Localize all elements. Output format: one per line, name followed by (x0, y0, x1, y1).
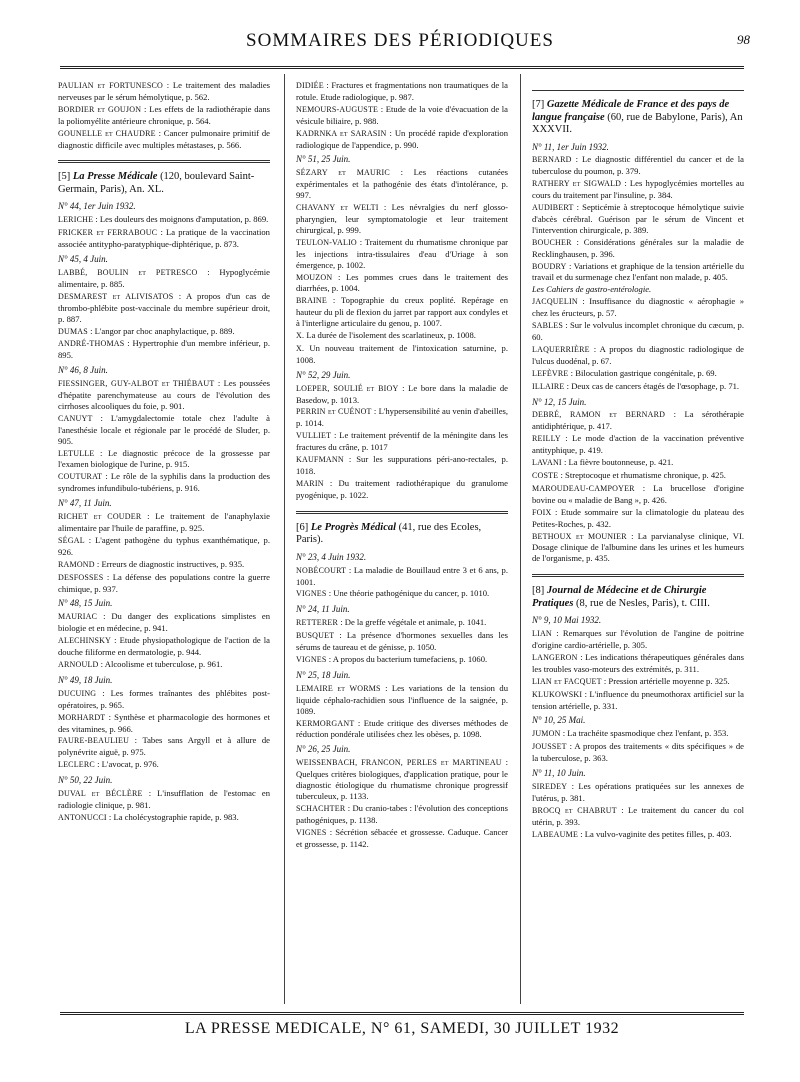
issue-heading: N° 9, 10 Mai 1932. (532, 615, 602, 626)
article-text: : Les formes traînantes des phlébites post-opératoires, p. 965. (58, 687, 270, 710)
article-text: : Sur les suppurations péri-ano-rectales, p. 1018. (296, 454, 508, 476)
article-author: CHAVANY et WELTI (296, 203, 379, 213)
article-entry (58, 535, 270, 558)
article-author: MARIN (296, 478, 324, 488)
journal-heading (532, 99, 744, 137)
article-text: : Pression artérielle moyenne p. 325. (603, 675, 730, 686)
article-entry (58, 413, 270, 447)
article-text: : La parvianalyse clinique, VI. Dosage clinique de l'albumine dans les urines et les humeurs de l'organisme, p. 435. (532, 530, 744, 564)
article-text: : Sur le volvulus incomplet chronique du cæcum, p. 60. (532, 320, 744, 342)
article-author: BORDIER et GOUJON (58, 104, 142, 114)
article-entry (58, 227, 270, 250)
article-entry (532, 531, 744, 565)
page-header (60, 26, 750, 60)
journal-address: (60, rue de Babylone, Paris), An XXXVII. (532, 111, 743, 135)
article-author: MAROUDEAU-CAMPOYER (532, 483, 635, 493)
article-entry (296, 588, 508, 600)
article-author: SABLES (532, 321, 563, 331)
article-author: JACQUELIN (532, 297, 578, 307)
article-entry (58, 688, 270, 711)
article-text: : La cholécystographie rapide, p. 983. (108, 811, 239, 822)
journal-number: [6] (296, 521, 309, 533)
article-text: : Les douleurs des moignons d'amputation, p. 869. (95, 214, 269, 225)
article-author: RATHERY et SIGWALD (532, 179, 622, 189)
article-entry (296, 237, 508, 271)
article-text: : Les pommes crues dans le traitement des diarrhées, p. 1004. (296, 271, 508, 294)
article-text: : Fractures et fragmentations non traumatiques de la rotule. Etude radiologique, p. 987. (296, 80, 508, 102)
article-author: AUDIBERT (532, 203, 574, 213)
article-text: : Les névralgies du nerf glosso-pharyngien, leur symptomatologie et leur traitement chirurgical, p. 999. (296, 202, 508, 235)
article-entry (296, 104, 508, 127)
column-left (58, 80, 270, 1000)
article-text: : Streptocoque et rhumatisme chronique, p. 425. (560, 469, 726, 480)
article-author: ANTONUCCI (58, 812, 107, 822)
article-author: FAURE-BEAULIEU (58, 736, 130, 746)
article-entry (58, 712, 270, 735)
article-author: MORHARDT (58, 712, 106, 722)
article-entry (532, 237, 744, 260)
article-entry (58, 611, 270, 634)
article-entry (58, 326, 270, 338)
issue-heading: N° 45, 4 Juin. (58, 254, 108, 265)
article-author: NEMOURS-AUGUSTE (296, 104, 379, 114)
article-author: SCHACHTER (296, 803, 346, 813)
article-text: : La pratique de la vaccination associée antitypho-paratyphique-diphtérique, p. 873. (58, 227, 270, 250)
article-entry (296, 803, 508, 826)
issue-heading: N° 24, 11 Juin. (296, 604, 350, 615)
article-text: : Topographie du creux poplité. Repérage en hauteur du pli de flexion du jarret par rapport aux condyles et à l'interligne articulaire du genou, p. 1007. (296, 295, 508, 329)
article-text: : La présence d'hormones sexuelles dans les sérums de taureau et de génisse, p. 1050. (296, 630, 508, 653)
subsection-heading: Les Cahiers de gastro-entérologie. (532, 284, 652, 295)
article-text: La durée de l'isolement des scarlatineux, p. 1008. (306, 330, 476, 341)
article-text: : A propos du bacterium tumefaciens, p. 1060. (328, 653, 488, 664)
article-text: : La défense des populations contre la guerre chimique, p. 937. (58, 571, 270, 594)
article-entry (296, 80, 508, 103)
article-text: : La fièvre boutonneuse, p. 421. (563, 457, 674, 468)
article-text: : Deux cas de cancers étagés de l'œsophage, p. 71. (566, 380, 740, 391)
article-author: RETTERER (296, 618, 339, 628)
article-entry (58, 267, 270, 290)
article-author: COUTURAT (58, 472, 103, 482)
article-author: ARNOULD (58, 659, 99, 669)
article-text: : Les opérations pratiquées sur les annexes de l'utérus, p. 381. (532, 781, 744, 803)
page-number: 98 (737, 32, 750, 47)
article-text: : Un procédé rapide d'exploration radiologique de l'appendice, p. 990. (296, 127, 508, 150)
article-entry (532, 483, 744, 506)
article-text: : La brucellose d'origine bovine ou « maladie de Bang », p. 426. (532, 482, 744, 505)
article-entry (296, 330, 508, 342)
article-entry (532, 689, 744, 712)
article-author: BRAINE (296, 296, 327, 306)
article-entry (532, 178, 744, 201)
issue-heading: N° 25, 18 Juin. (296, 669, 351, 680)
article-author: BOUCHER (532, 237, 572, 247)
footer-rule (60, 1012, 744, 1015)
article-author: LANGERON (532, 652, 578, 662)
article-entry (296, 630, 508, 653)
article-author: LEMAIRE et WORMS (296, 683, 381, 693)
article-author: KERMORGANT (296, 718, 355, 728)
issue-heading: N° 23, 4 Juin 1932. (296, 551, 367, 562)
section-rule (532, 574, 744, 577)
article-text: : Le diagnostic précoce de la grossesse par l'examen biologique de l'urine, p. 915. (58, 447, 270, 470)
article-entry (58, 635, 270, 658)
article-text: : Variations et graphique de la tension artérielle du travail et du surmenage chez l'enfant non malade, p. 405. (532, 260, 744, 283)
column-right (532, 80, 744, 1000)
issue-heading: N° 48, 15 Juin. (58, 598, 113, 609)
article-text: Un nouveau traitement de l'intoxication saturnine, p. 1008. (296, 342, 508, 365)
article-entry (58, 759, 270, 771)
article-author: LECLERC (58, 760, 95, 770)
article-text: : Alcoolisme et tuberculose, p. 961. (100, 658, 223, 669)
article-entry (296, 406, 508, 429)
article-author: DUMAS (58, 326, 88, 336)
article-entry (296, 202, 508, 236)
article-text: : Les poussées d'hépatite parenchymateuse au cours de l'évolution des cirrhoses alcooliques du foie, p. 901. (58, 378, 270, 411)
article-entry (58, 128, 270, 151)
article-author: BUSQUET (296, 631, 335, 641)
article-entry (296, 295, 508, 329)
article-text: : Hypertrophie d'un membre inférieur, p. 895. (58, 338, 270, 361)
article-entry (532, 628, 744, 651)
issue-heading: N° 51, 25 Juin. (296, 154, 351, 165)
article-author: LABEAUME (532, 829, 579, 839)
issue-heading: N° 44, 1er Juin 1932. (58, 201, 136, 212)
issue-heading: N° 11, 1er Juin 1932. (532, 141, 609, 152)
article-entry (532, 507, 744, 530)
article-text: : Etude physiopathologique de l'action de la douche filiforme en dermatologie, p. 944. (58, 635, 270, 658)
section-rule (58, 160, 270, 163)
article-text: : Les hypoglycémies mortelles au cours du traitement par l'insuline, p. 384. (532, 178, 744, 201)
article-text: : A propos des traitements « dits spécifiques » de la tuberculose, p. 363. (532, 741, 744, 764)
article-entry (532, 344, 744, 367)
article-text: : Traitement du rhumatisme chronique par les injections intra-tissulaires d'eau d'Uriage à son émergence, p. 1002. (296, 236, 508, 270)
article-entry (532, 320, 744, 343)
article-text: : Remarques sur l'évolution de l'angine de poitrine d'origine cardio-artérielle, p. 305. (532, 628, 744, 651)
article-author: KADRNKA et SARASIN (296, 128, 387, 138)
article-author: DUCUING (58, 688, 97, 698)
column-divider (520, 74, 521, 1004)
article-entry (532, 470, 744, 482)
article-text: : L'agent pathogène du typhus exanthématique, p. 926. (58, 534, 270, 557)
article-author: SIREDEY (532, 782, 568, 791)
article-author: DEBRÉ, RAMON et BERNARD (532, 410, 666, 420)
article-entry (296, 617, 508, 629)
article-text: : Erreurs de diagnostic instructives, p. 935. (96, 558, 245, 569)
article-entry (296, 430, 508, 453)
article-text: : L'amygdalectomie totale chez l'adulte à l'anesthésie locale et régionale par le procédé de Sluder, p. 905. (58, 412, 270, 446)
article-author: DIDIÉE (296, 81, 324, 90)
journal-address: (41, rue des Ecoles, Paris). (296, 521, 482, 546)
article-entry (532, 457, 744, 469)
article-text: : Etude critique des diverses méthodes de réduction pondérale utilisées chez les obèses, p. 1098. (296, 717, 508, 740)
issue-heading: N° 12, 15 Juin. (532, 396, 587, 407)
issue-heading: N° 47, 11 Juin. (58, 498, 112, 509)
section-rule (532, 90, 744, 91)
article-text: : Etude sommaire sur la climatologie du plateau des Petites-Roches, p. 432. (532, 506, 744, 529)
column-middle (296, 80, 508, 1000)
article-entry (532, 296, 744, 319)
article-text: : Synthèse et pharmacologie des hormones et des vitamines, p. 966. (58, 711, 270, 734)
article-author: SÉGAL (58, 535, 85, 545)
article-author: RICHET et COUDER (58, 512, 142, 522)
issue-heading: N° 50, 22 Juin. (58, 775, 113, 786)
article-text: : De la greffe végétale et animale, p. 1041. (340, 617, 487, 628)
article-author: VIGNES (296, 589, 327, 599)
article-entry (296, 454, 508, 477)
article-author: CANUYT (58, 413, 93, 423)
issue-heading: N° 11, 10 Juin. (532, 768, 586, 779)
article-author: LABBÉ, BOULIN et PETRESCO (58, 267, 198, 277)
article-author: BROCQ et CHABRUT (532, 805, 617, 815)
article-entry (532, 409, 744, 432)
article-entry (296, 383, 508, 406)
article-entry (58, 659, 270, 671)
article-text: : La vulvo-vaginite des petites filles, p. 403. (580, 828, 732, 839)
journal-heading (532, 585, 744, 610)
article-author: LAQUERRIÈRE (532, 344, 590, 354)
article-author: FRICKER et FERRABOUC (58, 228, 158, 238)
article-author: SÉZARY et MAURIC (296, 168, 390, 178)
article-author: VIGNES (296, 827, 327, 837)
article-text: : Le rôle de la syphilis dans la production des syndromes infundibulo-tubériens, p. 916. (58, 471, 270, 494)
article-text: : La maladie de Bouillaud entre 3 et 6 ans, p. 1001. (296, 564, 508, 587)
article-entry (58, 214, 270, 226)
article-entry (296, 565, 508, 588)
journal-address: (8, rue de Nesles, Paris), t. CIII. (576, 597, 710, 609)
article-author: LAVANI (532, 458, 562, 468)
article-author: X. (296, 343, 305, 353)
article-author: GOUNELLE et CHAUDRE (58, 128, 156, 138)
journal-address: (120, boulevard Saint-Germain, Paris), An. XL. (58, 171, 255, 195)
issue-heading: N° 10, 25 Mai. (532, 715, 586, 726)
article-author: DUVAL et BÉCLÈRE (58, 789, 143, 799)
section-rule (296, 511, 508, 514)
article-author: PAULIAN et FORTUNESCO (58, 81, 164, 90)
journal-number: [5] (58, 171, 71, 183)
article-author: X. (296, 331, 305, 341)
article-author: DESFOSSES (58, 572, 104, 582)
journal-number: [8] (532, 585, 545, 597)
article-entry (296, 827, 508, 850)
article-entry (532, 368, 744, 380)
article-text: : Tabes sans Argyll et à allure de polynévrite aiguë, p. 975. (58, 735, 270, 758)
article-entry (296, 167, 508, 201)
article-entry (58, 80, 270, 103)
article-text: : Considérations générales sur la maladie de Recklinghausen, p. 396. (532, 236, 744, 259)
page-footer: LA PRESSE MEDICALE, N° 61, SAMEDI, 30 JUILLET 1932 (184, 1020, 620, 1037)
article-entry (296, 478, 508, 501)
article-entry (296, 718, 508, 741)
article-text: : Hypoglycémie alimentaire, p. 885. (58, 266, 270, 289)
article-author: LOEPER, SOULIÉ et BIOY (296, 383, 399, 393)
article-text: : Les effets de la radiothérapie dans la poliomyélite antérieure chronique, p. 564. (58, 103, 270, 126)
article-entry (532, 381, 744, 393)
article-text: : Le bore dans la maladie de Basedow, p. 1013. (296, 382, 508, 405)
article-author: KLUKOWSKI (532, 689, 583, 699)
article-text: : L'insufflation de l'estomac en radiologie clinique, p. 981. (58, 788, 270, 810)
article-author: LETULLE (58, 448, 95, 458)
article-entry (58, 338, 270, 361)
article-text: : Le traitement du cancer du col utérin, p. 393. (532, 804, 744, 827)
article-entry (296, 654, 508, 666)
article-entry (532, 741, 744, 764)
article-text: : Le mode d'action de la vaccination préventive antityphique, p. 419. (532, 433, 744, 456)
article-entry (296, 683, 508, 717)
article-author: JOUSSET (532, 742, 567, 752)
article-text: : Le traitement préventif de la méningite dans les fractures du crâne, p. 1017 (296, 430, 508, 453)
article-entry (296, 757, 508, 802)
journal-title: Gazette Médicale de France et des pays de langue française (532, 99, 730, 123)
article-entry (532, 805, 744, 828)
article-text: : Biloculation gastrique congénitale, p. 69. (570, 367, 717, 378)
article-author: REILLY (532, 434, 561, 444)
article-entry (58, 788, 270, 811)
article-author: BOUDRY (532, 261, 567, 271)
article-author: ILLAIRE (532, 381, 565, 391)
article-text: : Le diagnostic différentiel du cancer et de la tuberculose du poumon, p. 379. (532, 154, 744, 177)
column-divider (284, 74, 285, 1004)
article-entry (532, 154, 744, 177)
article-text: : L'hypersensibilité au venin d'abeilles, p. 1014. (296, 406, 508, 429)
article-author: VIGNES (296, 654, 327, 664)
issue-heading: N° 46, 8 Juin. (58, 365, 108, 376)
journal-heading (296, 522, 508, 547)
article-entry (58, 104, 270, 127)
article-author: WEISSENBACH, FRANCON, PERLES et MARTINEAU (296, 758, 502, 768)
journal-heading (58, 171, 270, 196)
article-text: : Du cranio-tabes : l'évolution des conceptions pathogéniques, p. 1138. (296, 802, 508, 825)
article-text: : Les variations de la tension du liquide céphalo-rachidien sous l'influence de la saignée, p. 1089. (296, 682, 508, 716)
article-entry (58, 378, 270, 412)
article-text: : Insuffisance du diagnostic « aérophagie » chez les éructeurs, p. 57. (532, 296, 744, 319)
header-rule (60, 66, 744, 69)
issue-heading: N° 49, 18 Juin. (58, 674, 113, 685)
article-author: FIESSINGER, GUY-ALBOT et THIÉBAUT (58, 379, 215, 389)
article-text: : Une théorie pathogénique du cancer, p. 1010. (328, 588, 490, 599)
article-author: LERICHE (58, 215, 94, 225)
article-text: : Le traitement de l'anaphylaxie alimentaire par l'huile de paraffine, p. 925. (58, 511, 270, 533)
article-text: : Les indications thérapeutiques générales dans les troubles vaso-moteurs des extrémités, p. 311. (532, 651, 744, 674)
article-entry (58, 812, 270, 824)
article-author: TEULON-VALIO (296, 237, 357, 247)
article-author: RAMOND (58, 559, 95, 569)
issue-heading: N° 26, 25 Juin. (296, 744, 351, 755)
article-entry (296, 272, 508, 295)
article-author: COSTE (532, 470, 559, 480)
article-author: MOUZON (296, 272, 333, 282)
article-text: : Les réactions cutanées expérimentales et la pathogénie des états d'intolérance, p. 997. (296, 167, 508, 201)
article-entry (532, 728, 744, 740)
article-text: : Du traitement radiothérapique du granulome pyogénique, p. 1022. (296, 477, 508, 500)
article-text: : Etude de la voie d'évacuation de la vésicule biliaire, p. 988. (296, 103, 508, 126)
article-text: : A propos du diagnostic radiologique de l'ulcus duodénal, p. 67. (532, 343, 744, 366)
article-text: : L'influence du pneumothorax artificiel sur la tension artérielle, p. 331. (532, 688, 744, 711)
article-author: MAURIAC (58, 612, 98, 622)
article-entry (532, 829, 744, 841)
article-author: JUMON (532, 729, 561, 739)
article-text: : La trachéite spasmodique chez l'enfant, p. 353. (562, 728, 729, 739)
article-author: ALECHINSKY (58, 636, 112, 646)
article-text: : A propos d'un cas de thrombo-phlébite post-vaccinale du membre supérieur droit, p. 887. (58, 290, 270, 324)
issue-heading: N° 52, 29 Juin. (296, 369, 351, 380)
article-entry (532, 676, 744, 688)
article-entry (296, 343, 508, 366)
article-entry (532, 261, 744, 284)
journal-title: Le Progrès Médical (310, 521, 397, 533)
article-author: BERNARD (532, 155, 572, 165)
article-entry (58, 735, 270, 758)
article-author: BETHOUX et MOUNIER (532, 531, 627, 541)
article-text: : Du danger des explications simplistes en biologie et en médecine, p. 941. (58, 611, 270, 634)
article-entry (532, 202, 744, 236)
journal-number: [7] (532, 99, 545, 110)
article-entry (296, 128, 508, 151)
article-entry (58, 471, 270, 494)
article-text: : Sécrétion sébacée et grossesse. Caduque. Cancer et grossesse, p. 1142. (296, 826, 508, 849)
article-entry (532, 781, 744, 804)
article-author: LIAN et FACQUET (532, 676, 602, 686)
article-author: KAUFMANN (296, 455, 344, 465)
journal-title: La Presse Médicale (72, 171, 158, 183)
article-text: : L'avocat, p. 976. (97, 759, 159, 770)
article-entry (58, 559, 270, 571)
article-author: DESMAREST et ALIVISATOS (58, 291, 174, 301)
journal-title: Journal de Médecine et de Chirurgie Pratiques (532, 585, 707, 609)
article-text: : Quelques critères biologiques, d'application pratique, pour le diagnostic étiologique du rhumatisme chronique progressif tuberculeux, p. 1133. (296, 757, 508, 801)
article-author: PERRIN et CUÉNOT (296, 407, 372, 417)
article-author: LEFÈVRE (532, 368, 569, 378)
page-title: SOMMAIRES DES PÉRIODIQUES (246, 30, 554, 51)
article-entry (58, 572, 270, 595)
article-author: VULLIET (296, 431, 332, 441)
article-entry (58, 511, 270, 534)
article-author: LIAN (532, 629, 552, 639)
article-entry (532, 433, 744, 456)
article-text: : Cancer pulmonaire primitif de diagnostic difficile avec multiples métastases, p. 566. (58, 127, 270, 150)
article-entry (58, 448, 270, 471)
article-text: : Septicémie à streptocoque hémolytique suivie d'abcès cérébral. Guérison par le sérum de Vincent et l'intervention chirurgicale, p. 389. (532, 202, 744, 235)
article-entry (532, 652, 744, 675)
article-entry (58, 291, 270, 325)
article-text: : La sérothérapie antidiphtérique, p. 417. (532, 409, 744, 432)
article-author: FOIX (532, 507, 552, 517)
article-author: NOBÉCOURT (296, 565, 347, 575)
article-text: : Le traitement des maladies nerveuses par le sérum hémolytique, p. 562. (58, 80, 270, 102)
article-author: ANDRÉ-THOMAS (58, 339, 125, 349)
article-text: : L'angor par choc anaphylactique, p. 889. (90, 325, 235, 336)
